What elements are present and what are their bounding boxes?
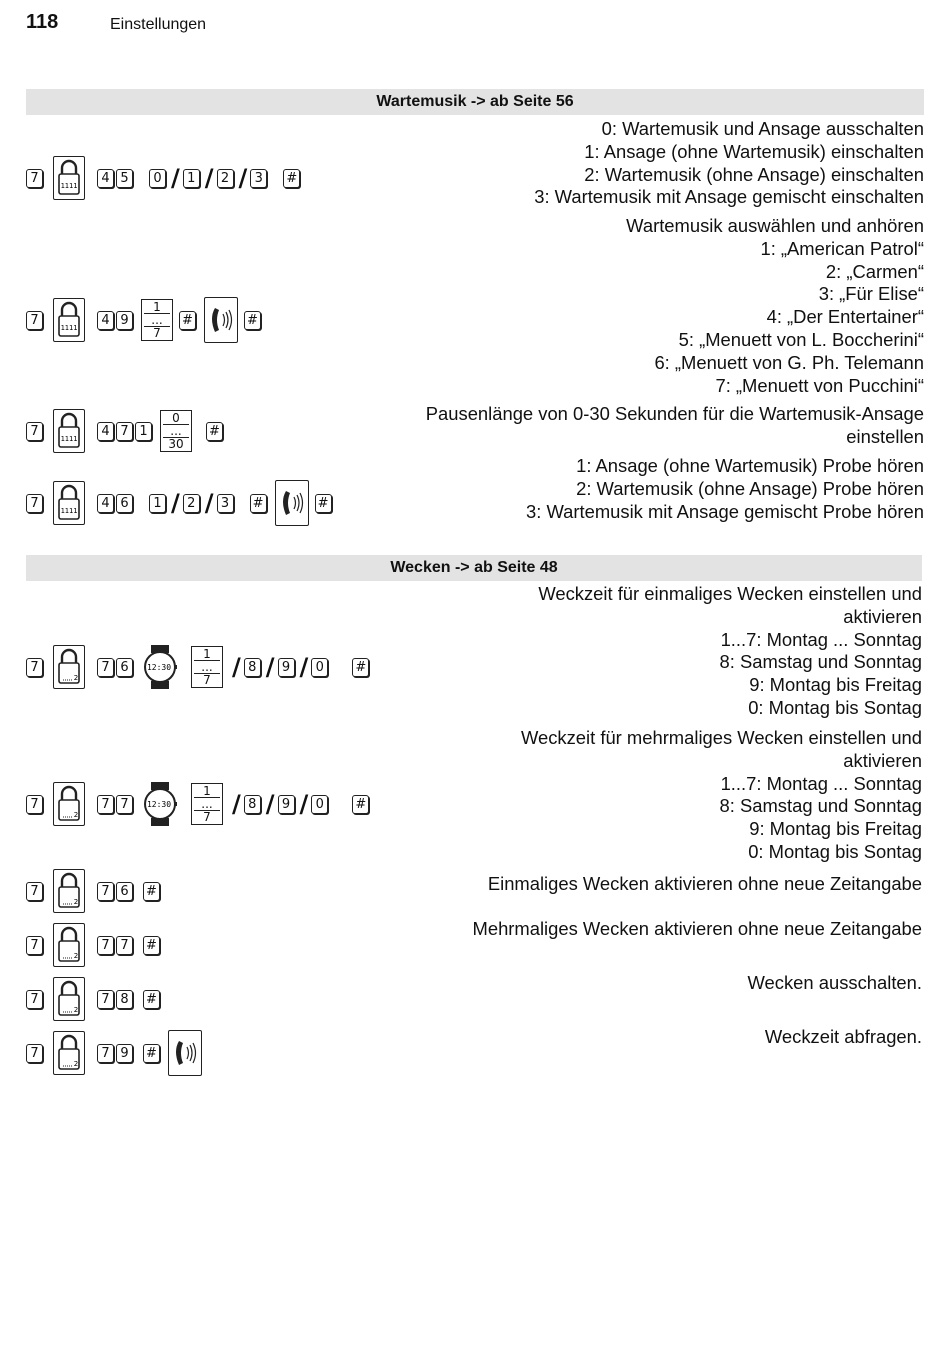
key: 7 bbox=[97, 936, 114, 955]
key: 7 bbox=[26, 494, 43, 513]
svg-text:1111: 1111 bbox=[60, 507, 78, 515]
key: 4 bbox=[97, 422, 114, 441]
svg-text:2: 2 bbox=[73, 898, 79, 906]
description: Wartemusik auswählen und anhören 1: „American Patrol“ 2: „Carmen“ 3: „Für Elise“ 4: „Der Entertainer“ 5: „Menuett von L. Boccherini“ 6: „Menuett von G. Ph. Telemann 7: „Menuett von Pucchini“ bbox=[626, 215, 924, 396]
key: 1 bbox=[149, 494, 166, 513]
hash-key: # bbox=[143, 936, 160, 955]
key: 7 bbox=[26, 658, 43, 677]
padlock-code-icon bbox=[53, 156, 85, 200]
hash-key: # bbox=[143, 990, 160, 1009]
key: 3 bbox=[250, 169, 267, 188]
padlock-level-icon bbox=[53, 977, 85, 1021]
description: Weckzeit für einmaliges Wecken einstellen und aktivieren 1...7: Montag ... Sonntag 8: Samstag und Sonntag 9: Montag bis Freitag 0: Montag bis Sontag bbox=[538, 583, 922, 718]
svg-text:1111: 1111 bbox=[60, 182, 78, 190]
padlock-level-icon bbox=[53, 923, 85, 967]
hash-key: # bbox=[352, 795, 369, 814]
hash-key: # bbox=[352, 658, 369, 677]
desc-line: 2: Wartemusik (ohne Ansage) einschalten bbox=[584, 163, 924, 185]
svg-text:2: 2 bbox=[73, 811, 79, 819]
description: Weckzeit für mehrmaliges Wecken einstellen und aktivieren 1...7: Montag ... Sonntag 8: Samstag und Sonntag 9: Montag bis Freitag 0: Montag bis Sontag bbox=[520, 727, 922, 862]
hash-key: # bbox=[283, 169, 300, 188]
hash-key: # bbox=[206, 422, 223, 441]
hash-key: # bbox=[143, 1044, 160, 1063]
key: 7 bbox=[97, 990, 114, 1009]
key: 7 bbox=[97, 882, 114, 901]
padlock-level-icon bbox=[53, 1031, 85, 1075]
range-selector: 0 ... 30 bbox=[160, 410, 192, 452]
key: 9 bbox=[278, 795, 295, 814]
key: 5 bbox=[116, 169, 133, 188]
hash-key: # bbox=[179, 311, 196, 330]
key: 7 bbox=[116, 422, 133, 441]
padlock-level-icon bbox=[53, 645, 85, 689]
wristwatch-icon bbox=[143, 645, 177, 689]
key: 7 bbox=[116, 936, 133, 955]
key: 4 bbox=[97, 494, 114, 513]
padlock-level-icon bbox=[53, 782, 85, 826]
key: 7 bbox=[26, 422, 43, 441]
key: 2 bbox=[217, 169, 234, 188]
separator: / bbox=[171, 164, 180, 192]
hash-key: # bbox=[143, 882, 160, 901]
phone-ringing-icon bbox=[204, 297, 238, 343]
hash-key: # bbox=[244, 311, 261, 330]
instruction-row bbox=[26, 403, 924, 453]
key: 8 bbox=[116, 990, 133, 1009]
padlock-code-icon bbox=[53, 298, 85, 342]
instruction-row: 7 1111 4 6 1 / 2 / 3 # # 1: Ansage (ohne Wartemusik) Probe hören 2: Wartemusik (ohne Ansage) Probe hören 3: Wartemusik mit Ansage gemischt Probe hören bbox=[26, 455, 924, 525]
description: Pausenlänge von 0-30 Sekunden für die Wartemusik-Ansage einstellen bbox=[425, 403, 924, 447]
desc-line: 0: Wartemusik und Ansage ausschalten bbox=[601, 118, 924, 139]
separator: / bbox=[204, 164, 214, 192]
phone-ringing-icon bbox=[168, 1030, 202, 1076]
svg-text:2: 2 bbox=[73, 1060, 79, 1068]
instruction-row bbox=[26, 873, 922, 923]
range-selector: 1 ... 7 bbox=[191, 783, 223, 825]
svg-text:2: 2 bbox=[73, 674, 79, 682]
svg-text:1111: 1111 bbox=[60, 435, 78, 443]
key: 0 bbox=[149, 169, 166, 188]
section-header-wartemusik bbox=[26, 89, 924, 115]
key: 1 bbox=[135, 422, 152, 441]
svg-text:12:30: 12:30 bbox=[146, 800, 172, 809]
key: 7 bbox=[26, 990, 43, 1009]
phone-ringing-icon bbox=[275, 480, 309, 526]
section-title: Wecken -> ab Seite 48 bbox=[390, 559, 558, 576]
key: 0 bbox=[311, 658, 328, 677]
key: 7 bbox=[116, 795, 133, 814]
svg-text:2: 2 bbox=[73, 952, 79, 960]
key: 7 bbox=[26, 311, 43, 330]
key: 7 bbox=[97, 795, 114, 814]
hash-key: # bbox=[315, 494, 332, 513]
range-selector: 1 ... 7 bbox=[141, 299, 173, 341]
key: 7 bbox=[26, 1044, 43, 1063]
description: Weckzeit abfragen. bbox=[764, 1026, 922, 1047]
key: 9 bbox=[278, 658, 295, 677]
description bbox=[534, 118, 924, 209]
instruction-row bbox=[26, 972, 922, 1022]
description: 1: Ansage (ohne Wartemusik) Probe hören 2: Wartemusik (ohne Ansage) Probe hören 3: Wartemusik mit Ansage gemischt Probe hören bbox=[526, 455, 924, 522]
key: 4 bbox=[97, 169, 114, 188]
key: 1 bbox=[183, 169, 200, 188]
key: 7 bbox=[97, 1044, 114, 1063]
key: 4 bbox=[97, 311, 114, 330]
description: Mehrmaliges Wecken aktivieren ohne neue Zeitangabe bbox=[472, 918, 922, 939]
key: 9 bbox=[116, 1044, 133, 1063]
wristwatch-icon bbox=[143, 782, 177, 826]
hash-key: # bbox=[250, 494, 267, 513]
key: 8 bbox=[244, 658, 261, 677]
key: 9 bbox=[116, 311, 133, 330]
key: 7 bbox=[26, 936, 43, 955]
key: 8 bbox=[244, 795, 261, 814]
separator: / bbox=[238, 164, 248, 192]
page-title: Einstellungen bbox=[110, 16, 207, 33]
range-selector: 1 ... 7 bbox=[191, 646, 223, 688]
svg-text:2: 2 bbox=[73, 1006, 79, 1014]
instruction-row: 7 2 7 7 12:30 1 ... 7 / 8 / 9 / 0 # Weckzeit für mehrmaliges Wecken einstellen und aktivieren 1...7: Montag ... Sonntag 8: Samstag und Sonntag 9: Montag bis Freitag 0: Montag bis Sontag bbox=[26, 727, 922, 867]
description: Wecken ausschalten. bbox=[747, 972, 922, 993]
desc-line: 1: Ansage (ohne Wartemusik) einschalten bbox=[584, 140, 924, 162]
instruction-row bbox=[26, 1026, 922, 1076]
padlock-code-icon bbox=[53, 481, 85, 525]
padlock-code-icon bbox=[53, 409, 85, 453]
section-header-wecken bbox=[26, 555, 922, 581]
padlock-level-icon bbox=[53, 869, 85, 913]
key: 3 bbox=[217, 494, 234, 513]
key: 6 bbox=[116, 658, 133, 677]
instruction-row: 7 2 7 6 12:30 1 ... 7 / 8 / 9 / 0 # Weckzeit für einmaliges Wecken einstellen und aktivieren 1...7: Montag ... Sonntag 8: Samstag und Sonntag 9: Montag bis Freitag 0: Montag bis Sontag bbox=[26, 583, 922, 723]
key: 6 bbox=[116, 882, 133, 901]
key: 7 bbox=[26, 795, 43, 814]
key: 2 bbox=[183, 494, 200, 513]
section-title: Wartemusik -> ab Seite 56 bbox=[376, 93, 574, 110]
page-header bbox=[0, 0, 950, 50]
desc-line: 3: Wartemusik mit Ansage gemischt einschalten bbox=[534, 186, 924, 208]
instruction-row bbox=[26, 118, 924, 210]
key: 0 bbox=[311, 795, 328, 814]
description: Einmaliges Wecken aktivieren ohne neue Zeitangabe bbox=[487, 873, 922, 894]
instruction-row bbox=[26, 215, 924, 400]
key: 7 bbox=[97, 658, 114, 677]
svg-text:1111: 1111 bbox=[60, 324, 78, 332]
svg-text:12:30: 12:30 bbox=[146, 663, 172, 672]
key: 7 bbox=[26, 169, 43, 188]
key: 6 bbox=[116, 494, 133, 513]
key: 7 bbox=[26, 882, 43, 901]
page-number: 118 bbox=[26, 11, 59, 33]
instruction-row bbox=[26, 918, 922, 968]
